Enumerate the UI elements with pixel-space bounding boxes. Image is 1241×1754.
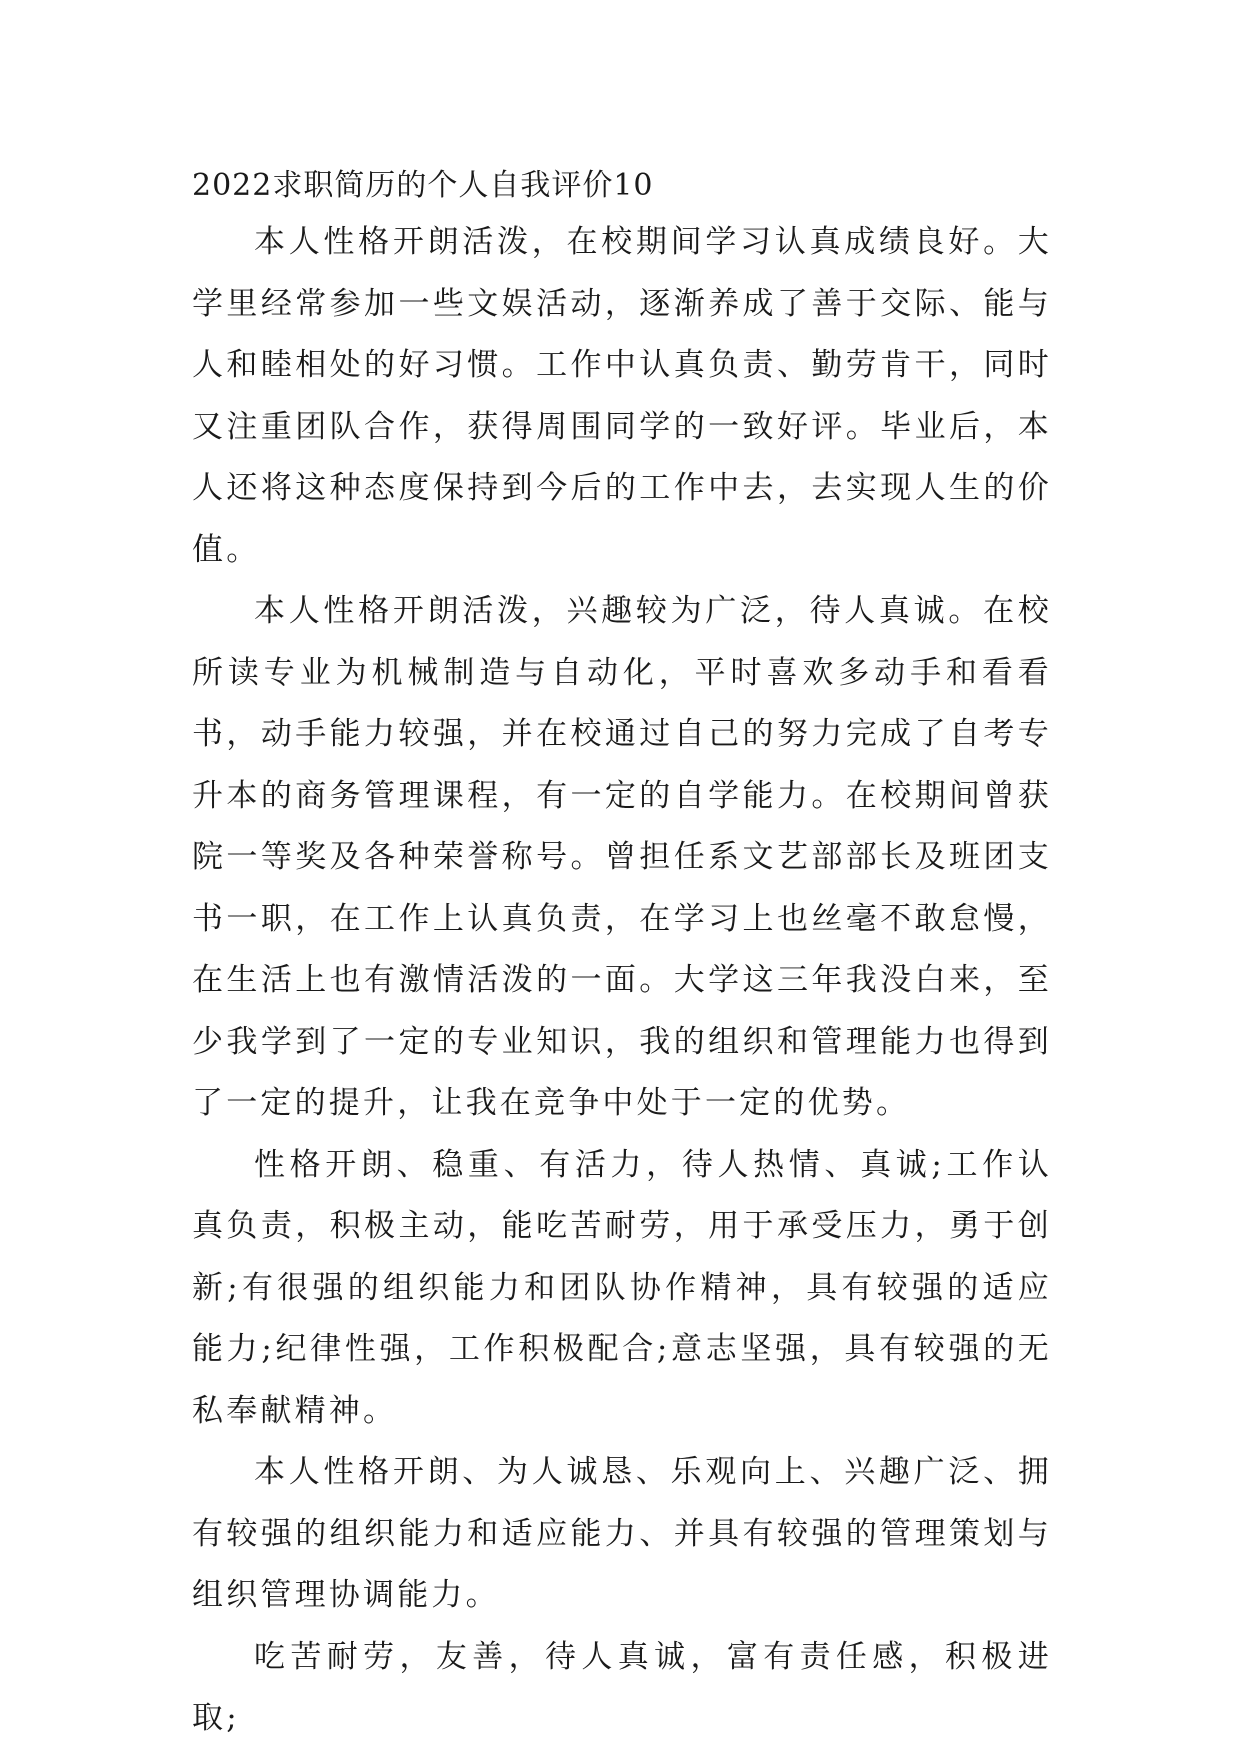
document-body: [192, 160, 1052, 1750]
paragraph-5: 吃苦耐劳，友善，待人真诚，富有责任感，积极进取;: [192, 1638, 1052, 1736]
paragraph-3: 性格开朗、稳重、有活力，待人热情、真诚;工作认真负责，积极主动，能吃苦耐劳，用于承受压力，勇于创新;有很强的组织能力和团队协作精神，具有较强的适应能力;纪律性强，工作积极配合;意志坚强，具有较强的无私奉献精神。: [192, 1146, 1052, 1429]
paragraph-4: 本人性格开朗、为人诚恳、乐观向上、兴趣广泛、拥有较强的组织能力和适应能力、并具有较强的管理策划与组织管理协调能力。: [192, 1454, 1052, 1613]
paragraph-2: 本人性格开朗活泼，兴趣较为广泛，待人真诚。在校所读专业为机械制造与自动化，平时喜欢多动手和看看书，动手能力较强，并在校通过自己的努力完成了自考专升本的商务管理课程，有一定的自学能力。在校期间曾获院一等奖及各种荣誉称号。曾担任系文艺部部长及班团支书一职，在工作上认真负责，在学习上也丝毫不敢怠慢，在生活上也有激情活泼的一面。大学这三年我没白来，至少我学到了一定的专业知识，我的组织和管理能力也得到了一定的提升，让我在竞争中处于一定的优势。: [192, 593, 1052, 1121]
document-title: 2022求职简历的个人自我评价10: [192, 168, 654, 203]
paragraph-1: 本人性格开朗活泼，在校期间学习认真成绩良好。大学里经常参加一些文娱活动，逐渐养成了善于交际、能与人和睦相处的好习惯。工作中认真负责、勤劳肯干，同时又注重团队合作，获得周围同学的一致好评。毕业后，本人还将这种态度保持到今后的工作中去，去实现人生的价值。: [192, 224, 1052, 568]
